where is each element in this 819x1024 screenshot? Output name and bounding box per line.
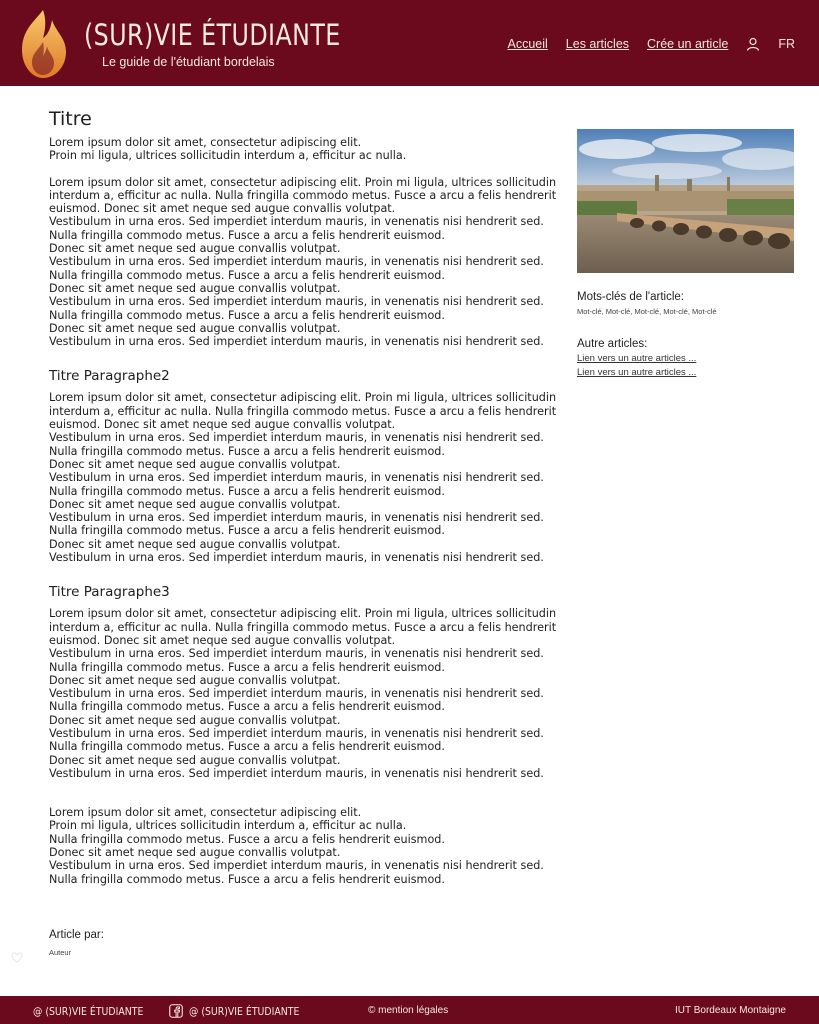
nav-create-article-link[interactable]: Crée un article (647, 37, 729, 51)
social-links (33, 1004, 319, 1018)
brand-subtitle: Le guide de l'étudiant bordelais (102, 55, 275, 69)
article-content (49, 108, 561, 886)
author-name: Auteur (49, 948, 72, 957)
flame-logo-icon[interactable] (16, 8, 70, 80)
keywords-list: Mot-clé, Mot-clé, Mot-clé, Mot-clé, Mot-clé (577, 307, 717, 316)
brand-title[interactable]: (SUR)VIE ÉTUDIANTE (84, 18, 341, 52)
section-heading-3: Titre Paragraphe3 (49, 584, 170, 601)
article-outro: Lorem ipsum dolor sit amet, consectetur adipiscing elit. Proin mi ligula, ultrices sollicitudin interdum a, efficitur ac nulla. Nulla fringilla commodo metus. Fusce a arcu a felis hendrerit euismod. Donec sit amet neque sed augue convallis volutpat. Vestibulum in urna eros. Sed imperdiet interdum mauris, in venenatis nisi hendrerit sed. Nulla fringilla commodo metus. Fusce a arcu a felis hendrerit euismod. (49, 806, 544, 886)
bordeaux-bridge-photo (577, 129, 794, 273)
article-sidebar (577, 129, 794, 378)
keywords-title: Mots-clés de l'article: (577, 291, 685, 303)
language-switch[interactable]: FR (778, 37, 795, 51)
legal-mentions-link[interactable]: © mention légales (368, 1005, 449, 1016)
other-articles-title: Autre articles: (577, 338, 648, 350)
section-heading-2: Titre Paragraphe2 (49, 368, 170, 385)
other-article-link[interactable]: Lien vers un autre articles ... (577, 367, 697, 378)
site-footer (0, 996, 819, 1024)
author-label: Article par: (49, 929, 104, 941)
facebook-icon[interactable] (169, 1004, 183, 1018)
user-icon[interactable] (746, 37, 760, 51)
instagram-handle[interactable]: @ (SUR)VIE ÉTUDIANTE (33, 1004, 144, 1018)
main-nav (508, 37, 796, 51)
site-header (0, 0, 819, 86)
article-body-2: Lorem ipsum dolor sit amet, consectetur adipiscing elit. Proin mi ligula, ultrices sollicitudin interdum a, efficitur ac nulla. Nulla fringilla commodo metus. Fusce a arcu a felis hendrerit euismod. Donec sit amet neque sed augue convallis volutpat. Vestibulum in urna eros. Sed imperdiet interdum mauris, in venenatis nisi hendrerit sed. Nulla fringilla commodo metus. Fusce a arcu a felis hendrerit euismod. Donec sit amet neque sed augue convallis volutpat. Vestibulum in urna eros. Sed imperdiet interdum mauris, in venenatis nisi hendrerit sed. Nulla fringilla commodo metus. Fusce a arcu a felis hendrerit euismod. Donec sit amet neque sed augue convallis volutpat. Vestibulum in urna eros. Sed imperdiet interdum mauris, in venenatis nisi hendrerit sed. Nulla fringilla commodo metus. Fusce a arcu a felis hendrerit euismod. Donec sit amet neque sed augue convallis volutpat. Vestibulum in urna eros. Sed imperdiet interdum mauris, in venenatis nisi hendrerit sed. (49, 391, 557, 565)
other-article-link[interactable]: Lien vers un autre articles ... (577, 353, 697, 364)
nav-articles-link[interactable]: Les articles (565, 37, 630, 51)
article-title: Titre (49, 108, 92, 130)
article-intro: Lorem ipsum dolor sit amet, consectetur adipiscing elit. Proin mi ligula, ultrices sollicitudin interdum a, efficitur ac nulla. (49, 136, 407, 163)
footer-credit: IUT Bordeaux Montaigne (675, 1005, 786, 1016)
article-body-3: Lorem ipsum dolor sit amet, consectetur adipiscing elit. Proin mi ligula, ultrices sollicitudin interdum a, efficitur ac nulla. Nulla fringilla commodo metus. Fusce a arcu a felis hendrerit euismod. Donec sit amet neque sed augue convallis volutpat. Vestibulum in urna eros. Sed imperdiet interdum mauris, in venenatis nisi hendrerit sed. Nulla fringilla commodo metus. Fusce a arcu a felis hendrerit euismod. Donec sit amet neque sed augue convallis volutpat. Vestibulum in urna eros. Sed imperdiet interdum mauris, in venenatis nisi hendrerit sed. Nulla fringilla commodo metus. Fusce a arcu a felis hendrerit euismod. Donec sit amet neque sed augue convallis volutpat. Vestibulum in urna eros. Sed imperdiet interdum mauris, in venenatis nisi hendrerit sed. Nulla fringilla commodo metus. Fusce a arcu a felis hendrerit euismod. Donec sit amet neque sed augue convallis volutpat. Vestibulum in urna eros. Sed imperdiet interdum mauris, in venenatis nisi hendrerit sed. (49, 607, 557, 780)
heart-icon[interactable] (10, 950, 24, 964)
facebook-handle[interactable]: @ (SUR)VIE ÉTUDIANTE (188, 1004, 300, 1018)
nav-accueil-link[interactable]: Accueil (507, 37, 548, 51)
article-body-1: Lorem ipsum dolor sit amet, consectetur adipiscing elit. Proin mi ligula, ultrices sollicitudin interdum a, efficitur ac nulla. Nulla fringilla commodo metus. Fusce a arcu a felis hendrerit euismod. Donec sit amet neque sed augue convallis volutpat. Vestibulum in urna eros. Sed imperdiet interdum mauris, in venenatis nisi hendrerit sed. Nulla fringilla commodo metus. Fusce a arcu a felis hendrerit euismod. Donec sit amet neque sed augue convallis volutpat. Vestibulum in urna eros. Sed imperdiet interdum mauris, in venenatis nisi hendrerit sed. Nulla fringilla commodo metus. Fusce a arcu a felis hendrerit euismod. Donec sit amet neque sed augue convallis volutpat. Vestibulum in urna eros. Sed imperdiet interdum mauris, in venenatis nisi hendrerit sed. Nulla fringilla commodo metus. Fusce a arcu a felis hendrerit euismod. Donec sit amet neque sed augue convallis volutpat. Vestibulum in urna eros. Sed imperdiet interdum mauris, in venenatis nisi hendrerit sed. (49, 175, 557, 349)
